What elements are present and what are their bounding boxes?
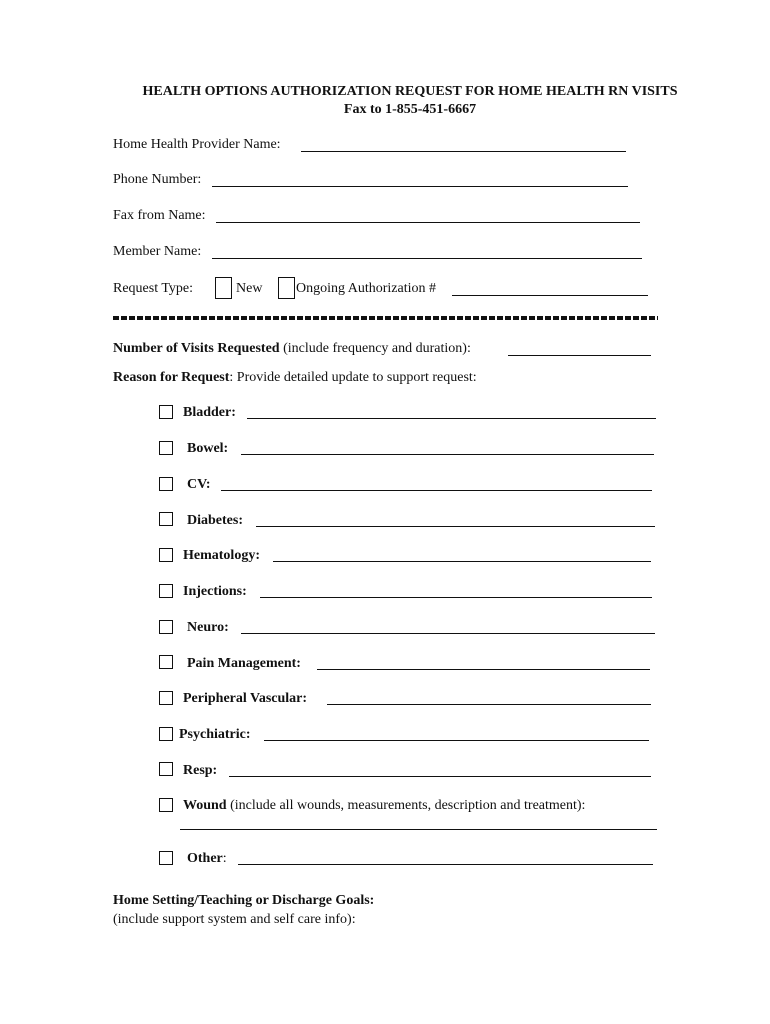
reason-note: : Provide detailed update to support request: — [229, 370, 477, 385]
new-checkbox[interactable] — [215, 277, 232, 299]
form-title: HEALTH OPTIONS AUTHORIZATION REQUEST FOR HOME HEALTH RN VISITS — [142, 84, 678, 99]
cv-checkbox[interactable] — [159, 477, 173, 491]
other-item — [187, 851, 227, 867]
pain-management-checkbox[interactable] — [159, 655, 173, 669]
resp-label: Resp: — [183, 763, 218, 778]
reason-for-request — [113, 370, 477, 386]
wound-label: Wound — [183, 798, 227, 813]
injections-field[interactable] — [260, 597, 652, 598]
reason-label: Reason for Request — [113, 370, 230, 385]
bowel-label: Bowel: — [187, 441, 229, 456]
resp-field[interactable] — [229, 776, 651, 777]
ongoing-checkbox[interactable] — [278, 277, 295, 299]
pain-management-label: Pain Management: — [187, 656, 301, 671]
bowel-field[interactable] — [241, 454, 654, 455]
neuro-label: Neuro: — [187, 620, 229, 635]
cv-field[interactable] — [221, 490, 652, 491]
resp-checkbox[interactable] — [159, 762, 173, 776]
fax-from-field[interactable] — [216, 222, 640, 223]
diabetes-field[interactable] — [256, 526, 655, 527]
wound-item — [183, 798, 585, 814]
new-label: New — [236, 281, 263, 296]
other-checkbox[interactable] — [159, 851, 173, 865]
discharge-goals-note: (include support system and self care info): — [113, 912, 356, 927]
diabetes-label: Diabetes: — [187, 513, 243, 528]
wound-checkbox[interactable] — [159, 798, 173, 812]
discharge-goals-heading: Home Setting/Teaching or Discharge Goals: — [113, 893, 375, 908]
pain-management-field[interactable] — [317, 669, 650, 670]
other-field[interactable] — [238, 864, 653, 865]
psychiatric-label: Psychiatric: — [179, 727, 251, 742]
visits-note: (include frequency and duration): — [279, 341, 471, 356]
fax-from-label: Fax from Name: — [113, 208, 206, 223]
bladder-label: Bladder: — [183, 405, 236, 420]
bowel-checkbox[interactable] — [159, 441, 173, 455]
visits-label: Number of Visits Requested — [113, 341, 280, 356]
bladder-checkbox[interactable] — [159, 405, 173, 419]
visits-field[interactable] — [508, 355, 651, 356]
wound-note: (include all wounds, measurements, description and treatment): — [226, 798, 586, 813]
hematology-checkbox[interactable] — [159, 548, 173, 562]
ongoing-label: Ongoing Authorization # — [296, 281, 436, 296]
injections-checkbox[interactable] — [159, 584, 173, 598]
fax-number: Fax to 1-855-451-6667 — [343, 102, 477, 117]
diabetes-checkbox[interactable] — [159, 512, 173, 526]
request-type-label: Request Type: — [113, 281, 194, 296]
authorization-number-field[interactable] — [452, 295, 648, 296]
peripheral-vascular-field[interactable] — [327, 704, 651, 705]
member-name-field[interactable] — [212, 258, 642, 259]
dashed-divider — [113, 316, 658, 320]
phone-label: Phone Number: — [113, 172, 202, 187]
peripheral-vascular-label: Peripheral Vascular: — [183, 691, 308, 706]
other-label: Other — [187, 851, 223, 866]
hematology-field[interactable] — [273, 561, 651, 562]
bladder-field[interactable] — [247, 418, 656, 419]
provider-name-label: Home Health Provider Name: — [113, 137, 281, 152]
neuro-checkbox[interactable] — [159, 620, 173, 634]
cv-label: CV: — [187, 477, 211, 492]
peripheral-vascular-checkbox[interactable] — [159, 691, 173, 705]
psychiatric-field[interactable] — [264, 740, 649, 741]
phone-field[interactable] — [212, 186, 628, 187]
provider-name-field[interactable] — [301, 151, 626, 152]
psychiatric-checkbox[interactable] — [159, 727, 173, 741]
other-colon: : — [222, 851, 227, 866]
injections-label: Injections: — [183, 584, 247, 599]
wound-field[interactable] — [180, 829, 657, 830]
neuro-field[interactable] — [241, 633, 655, 634]
member-name-label: Member Name: — [113, 244, 202, 259]
visits-requested — [113, 341, 471, 357]
hematology-label: Hematology: — [183, 548, 260, 563]
